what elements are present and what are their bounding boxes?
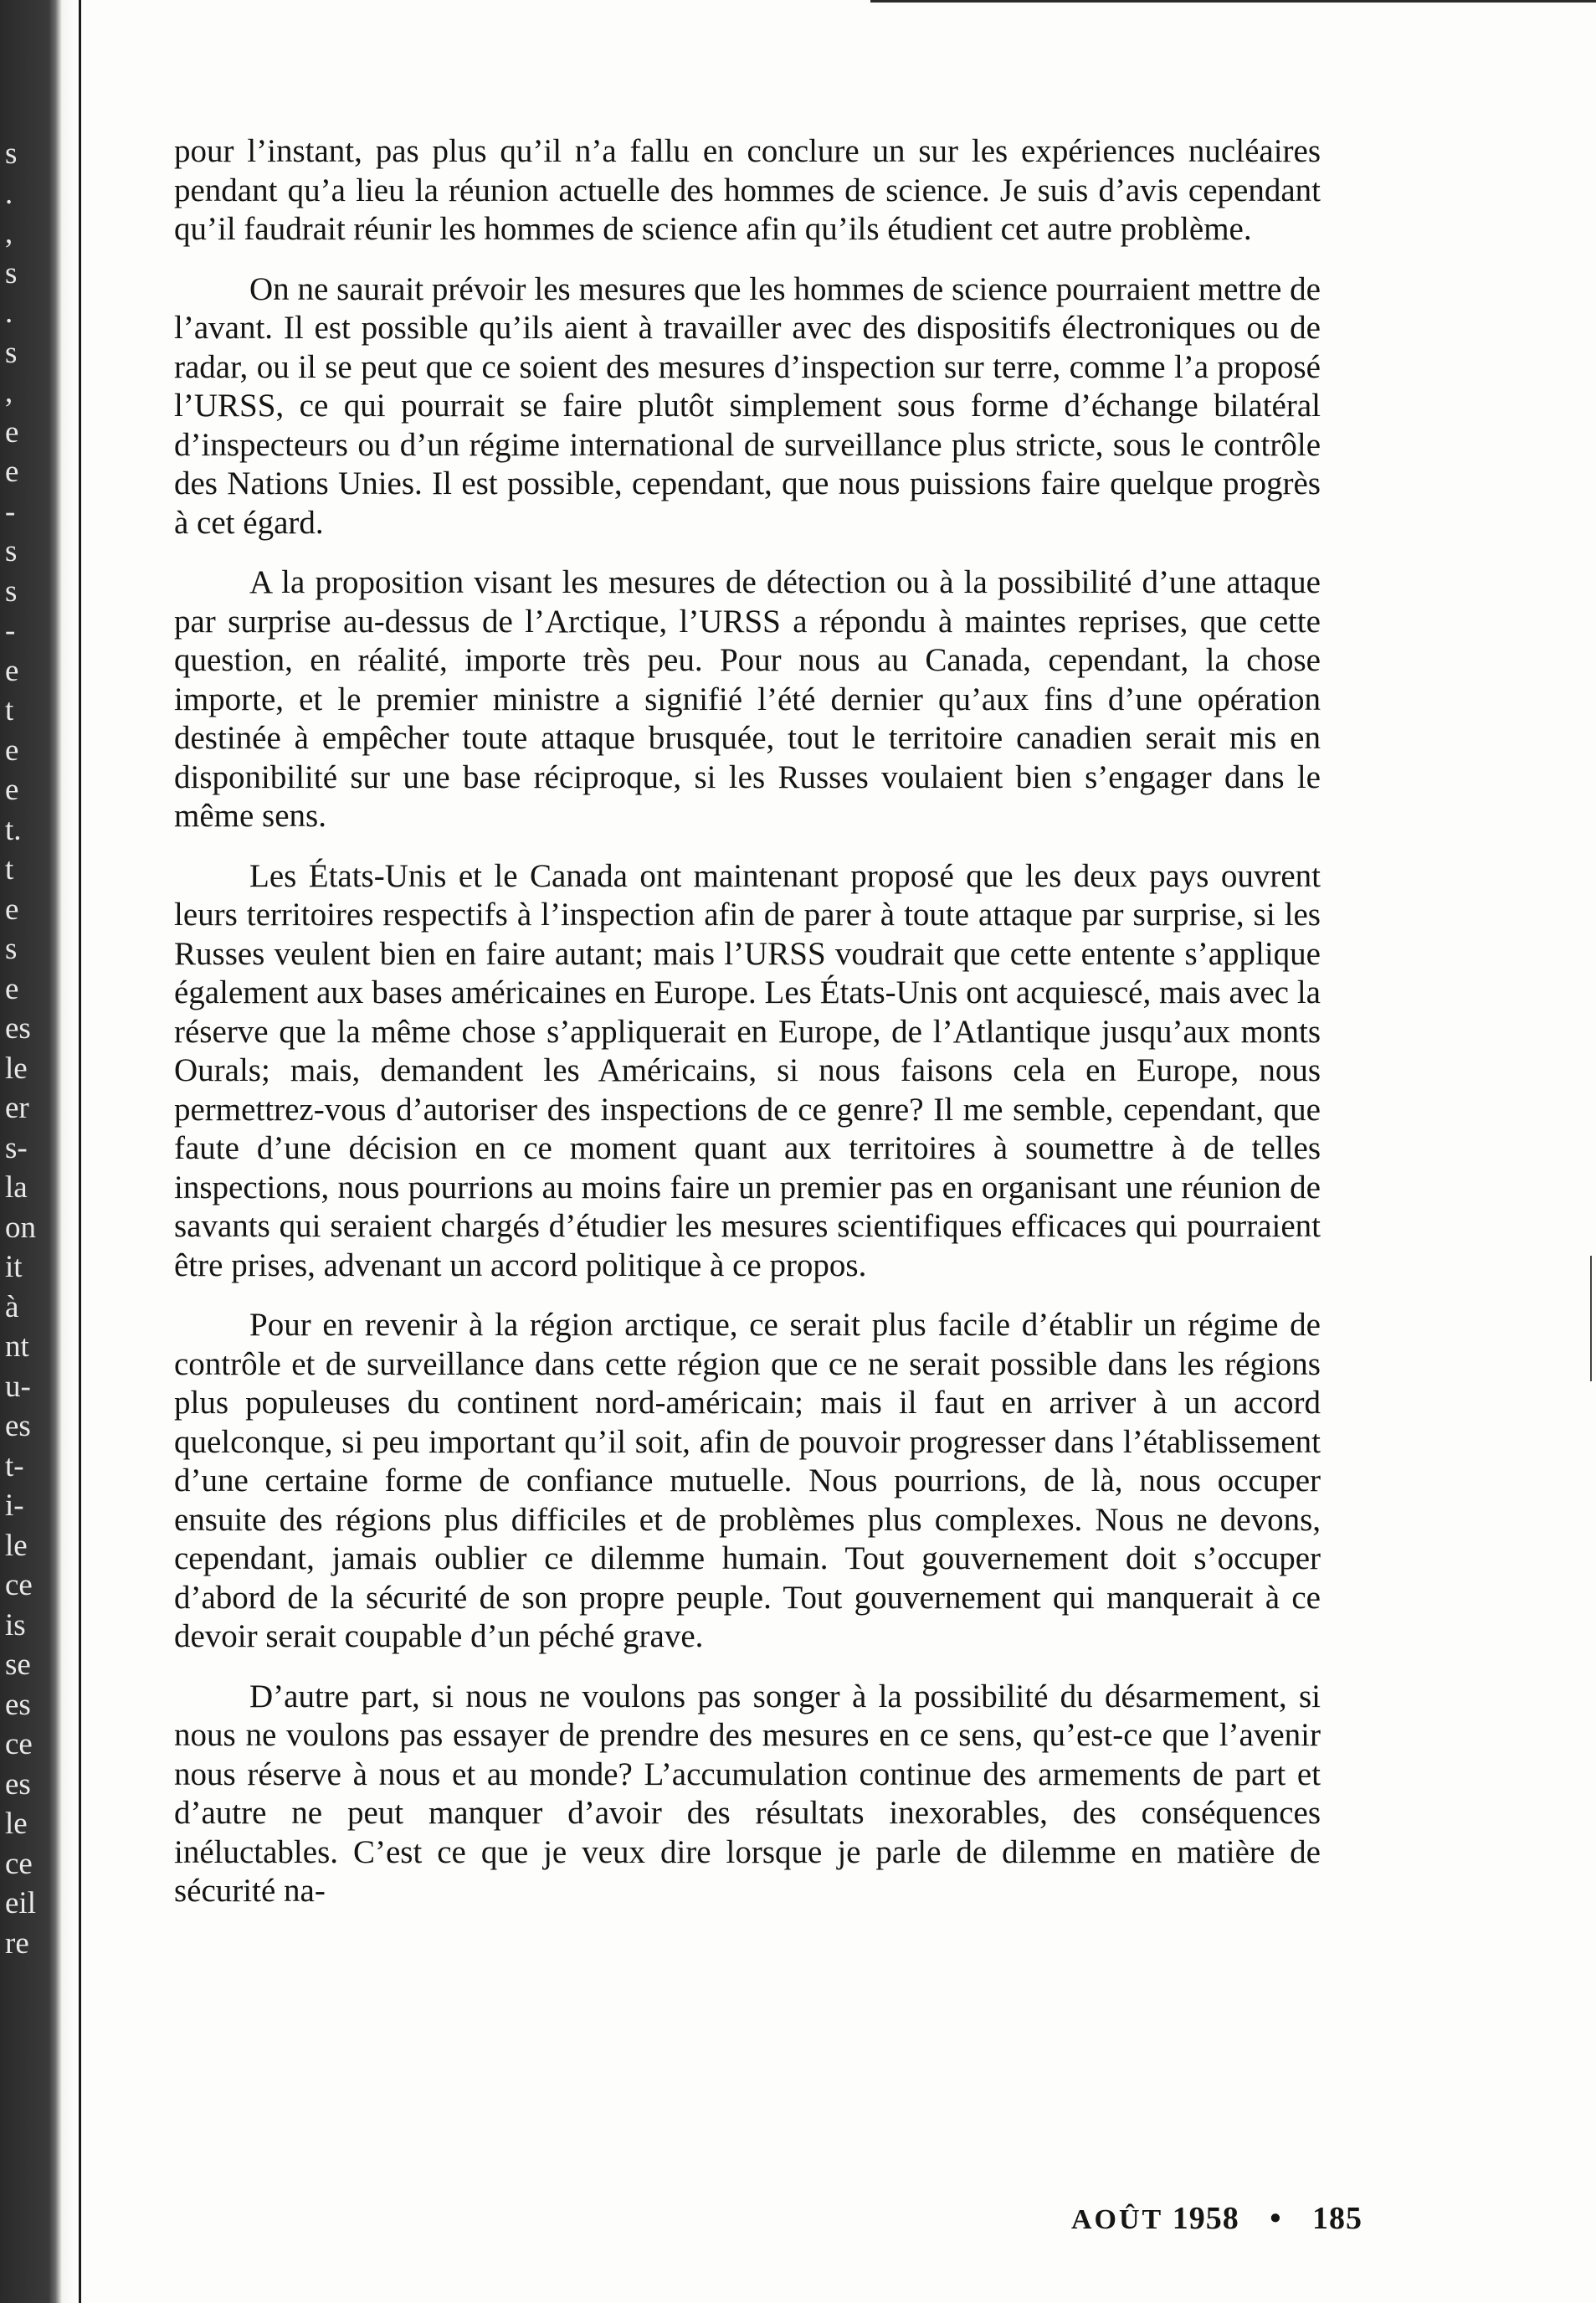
margin-fragment: es: [5, 1688, 31, 1722]
footer-month: AOÛT: [1071, 2204, 1164, 2235]
margin-fragment: es: [5, 1011, 31, 1046]
paragraph-3: A la proposition visant les mesures de détection ou à la possibilité d’une attaque par surprise au-dessus de l’Arctique, l’URSS a répondu à maintes reprises, que cette question, en réalité, importe très peu. Pour nous au Canada, cependant, la chose importe, et le premier ministre a signifié l’été dernier qu’aux fins d’une opération destinée à empêcher toute attaque brusquée, tout le territoire canadien serait mis en disponibilité sur une base réciproque, si les Russes voulaient bien s’engager dans le même sens.: [174, 564, 1321, 834]
margin-fragment: es: [5, 1767, 31, 1802]
margin-fragment: .: [5, 296, 13, 330]
margin-fragment: ce: [5, 1727, 33, 1761]
facing-page-fragments: [0, 0, 50, 2303]
margin-fragment: e: [5, 654, 19, 688]
margin-fragment: it: [5, 1250, 23, 1284]
margin-fragment: à: [5, 1290, 19, 1324]
margin-fragment: .: [5, 177, 13, 211]
paragraph-1: pour l’instant, pas plus qu’il n’a fallu en conclure un sur les expériences nucléaires pendant qu’a lieu la réunion actuelle des hommes de science. Je suis d’avis cependant qu’il faudrait réunir les hommes de science afin qu’ils étudient cet autre problème.: [174, 133, 1321, 247]
margin-fragment: eil: [5, 1886, 36, 1920]
margin-fragment: e: [5, 455, 19, 489]
paragraph-4: Les États-Unis et le Canada ont maintenant proposé que les deux pays ouvrent leurs territoires respectifs à l’inspection afin de parer à toute attaque par surprise, si les Russes veulent bien en faire autant; mais l’URSS voudrait que cette entente s’applique également aux bases américaines en Europe. Les États-Unis ont acquiescé, mais avec la réserve que la même chose s’appliquerait en Europe, de l’Atlantique jusqu’aux monts Ourals; mais, demandent les Américains, si nous faisons cela en Europe, nous permettrez-vous d’autoriser des inspections de ce genre? Il me semble, cependant, que faute d’une décision en ce moment quant aux territoires à soumettre à de telles inspections, nous pourrions au moins faire un premier pas en organisant une réunion de savants qui seraient chargés d’étudier les mesures scientifiques efficaces qui pourraient être prises, advenant un accord politique à ce propos.: [174, 857, 1321, 1283]
margin-fragment: e: [5, 733, 19, 768]
margin-fragment: es: [5, 1409, 31, 1443]
margin-fragment: e: [5, 415, 19, 450]
footer-separator: •: [1270, 2201, 1282, 2236]
margin-fragment: s: [5, 574, 18, 609]
margin-fragment: le: [5, 1807, 28, 1841]
margin-fragment: ,: [5, 216, 13, 250]
scan-top-rule: [870, 0, 1596, 3]
margin-fragment: ,: [5, 375, 13, 409]
margin-fragment: e: [5, 972, 19, 1006]
margin-fragment: e: [5, 773, 19, 807]
margin-fragment: s: [5, 336, 18, 370]
page-footer: [1071, 2200, 1363, 2237]
body-text: [174, 132, 1321, 1932]
paragraph-2: On ne saurait prévoir les mesures que les hommes de science pourraient mettre de l’avant. Il est possible qu’ils aient à travailler avec des dispositifs électroniques ou de radar, ou il se peut que ce soient des mesures d’inspection sur terre, comme l’a proposé l’URSS, ce qui pourrait se faire plutôt simplement sous forme d’échange bilatéral d’inspecteurs ou d’un régime international de surveillance plus stricte, sous le contrôle des Nations Unies. Il est possible, cependant, que nous puissions faire quelque progrès à cet égard.: [174, 270, 1321, 541]
margin-fragment: -: [5, 614, 16, 648]
margin-fragment: t: [5, 693, 14, 727]
margin-fragment: s: [5, 136, 18, 171]
binding-edge: [79, 0, 81, 2303]
footer-year: 1958: [1172, 2201, 1239, 2236]
margin-fragment: ce: [5, 1568, 33, 1602]
margin-fragment: ce: [5, 1847, 33, 1881]
margin-fragment: s: [5, 932, 18, 966]
margin-fragment: er: [5, 1091, 29, 1125]
margin-fragment: la: [5, 1170, 28, 1205]
margin-fragment: e: [5, 892, 19, 927]
margin-fragment: le: [5, 1529, 28, 1563]
page-number: 185: [1312, 2201, 1363, 2236]
paragraph-5: Pour en revenir à la région arctique, ce serait plus facile d’établir un régime de contrôle et de surveillance dans cette région que ce ne serait possible dans les régions plus populeuses du continent nord-américain; mais il faut en arriver à un accord quelconque, si peu important qu’il soit, afin de pouvoir progresser dans l’établissement d’une certaine forme de confiance mutuelle. Nous pourrions, de là, nous occuper ensuite des régions plus difficiles et de problèmes plus complexes. Nous ne devons, cependant, jamais oublier ce dilemme humain. Tout gouvernement doit s’occuper d’abord de la sécurité de son propre peuple. Tout gouvernement qui manquerait à ce devoir serait coupable d’un péché grave.: [174, 1307, 1321, 1654]
paragraph-6: D’autre part, si nous ne voulons pas songer à la possibilité du désarmement, si nous ne voulons pas essayer de prendre des mesures en ce sens, qu’est-ce que l’avenir nous réserve à nous et au monde? L’accumulation continue des armements de part et d’autre ne peut manquer d’avoir des résultats inexorables, des conséquences inéluctables. C’est ce que je veux dire lorsque je parle de dilemme en matière de sécurité na-: [174, 1678, 1321, 1909]
margin-fragment: t.: [5, 813, 22, 847]
margin-fragment: nt: [5, 1329, 29, 1364]
scan-right-rule: [1590, 1256, 1592, 1381]
margin-fragment: s-: [5, 1131, 28, 1165]
margin-fragment: on: [5, 1211, 36, 1245]
margin-fragment: t-: [5, 1449, 24, 1483]
margin-fragment: le: [5, 1051, 28, 1086]
margin-fragment: se: [5, 1648, 31, 1682]
margin-fragment: -: [5, 495, 16, 529]
margin-fragment: s: [5, 256, 18, 290]
margin-fragment: u-: [5, 1370, 31, 1404]
margin-fragment: i-: [5, 1488, 24, 1523]
margin-fragment: is: [5, 1608, 26, 1642]
margin-fragment: re: [5, 1926, 29, 1961]
margin-fragment: t: [5, 852, 14, 887]
margin-fragment: s: [5, 534, 18, 568]
